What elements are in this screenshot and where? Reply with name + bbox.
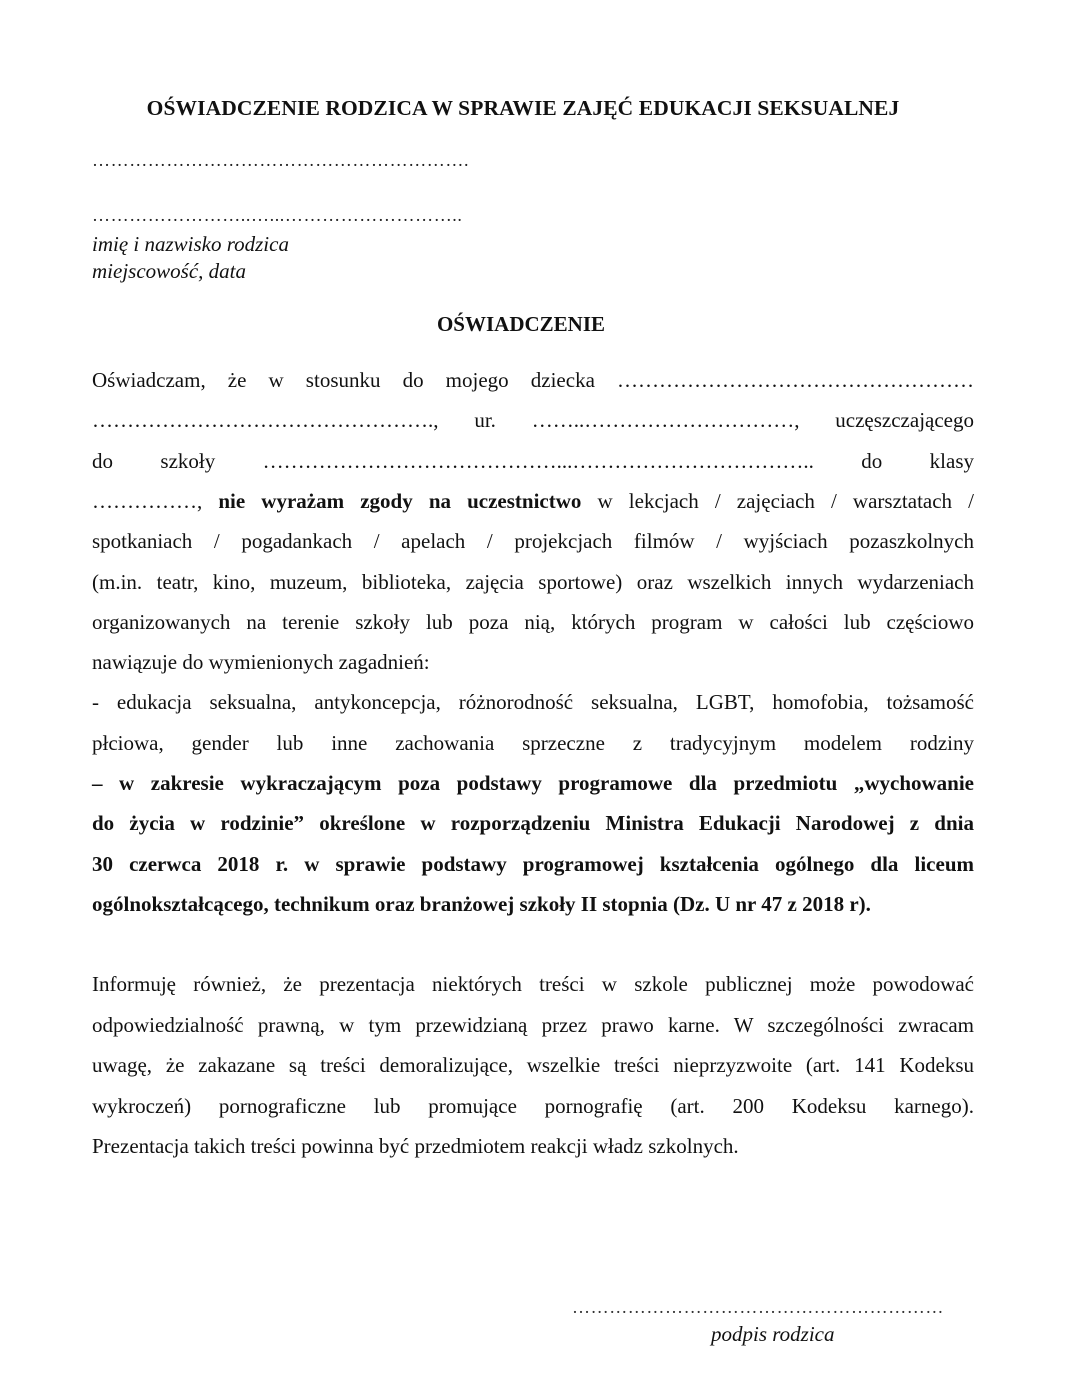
text: (m.in. teatr, kino, muzeum, biblioteka, zajęcia sportowe) oraz wszelkich innych wydarzeniach (92, 569, 974, 594)
paragraph-line (92, 610, 974, 634)
paragraph-line (92, 489, 974, 513)
declaration-heading: OŚWIADCZENIE (436, 312, 606, 336)
paragraph-line (92, 731, 974, 755)
text: uwagę, że zakazane są treści demoralizujące, wszelkie treści nieprzyzwoite (art. 141 Kodeksu (92, 1053, 974, 1077)
text: płciowa, gender lub inne zachowania sprzeczne z tradycyjnym modelem rodziny (92, 730, 974, 755)
place-date-field[interactable]: ……………………..…...……………………….. (92, 205, 463, 225)
paragraph-line (92, 650, 974, 674)
text: Prezentacja takich treści powinna być przedmiotem reakcji władz szkolnych. (92, 1134, 739, 1158)
text: organizowanych na terenie szkoły lub poza nią, których program w całości lub częściowo (92, 609, 974, 634)
text: …………………………………………., ur. ……..…………………………, uczęszczającego (92, 408, 974, 433)
parent-name-label: imię i nazwisko rodzica (92, 232, 289, 256)
text: do szkoły ……………………………………...…………………………….. do klasy (92, 448, 974, 473)
paragraph-line (92, 449, 974, 473)
paragraph-line (92, 570, 974, 594)
bold-text: ogólnokształcącego, technikum oraz branżowej szkoły II stopnia (Dz. U nr 47 z 2018 r). (92, 891, 871, 916)
paragraph-line (92, 529, 974, 553)
text: Informuję również, że prezentacja niektórych treści w szkole publicznej może powodować (92, 972, 974, 996)
text: odpowiedzialność prawną, w tym przewidzianą przez prawo karne. W szczególności zwracam (92, 1012, 974, 1037)
paragraph-line (92, 852, 974, 876)
bold-text: 30 czerwca 2018 r. w sprawie podstawy programowej kształcenia ogólnego dla liceum (92, 851, 974, 876)
text: - edukacja seksualna, antykoncepcja, różnorodność seksualna, LGBT, homofobia, tożsamość (92, 690, 974, 715)
bold-text: do życia w rodzinie” określone w rozporządzeniu Ministra Edukacji Narodowej z dnia (92, 811, 974, 836)
text: Oświadczam, że w stosunku do mojego dziecka …………………………………………… (92, 368, 974, 392)
text: w lekcjach / zajęciach / warsztatach / (581, 488, 974, 513)
paragraph-line (92, 972, 974, 996)
bold-text: nie wyrażam zgody na uczestnictwo (218, 488, 582, 513)
paragraph-line (92, 811, 974, 835)
paragraph-line (92, 892, 974, 916)
text: nawiązuje do wymienionych zagadnień: (92, 650, 430, 675)
paragraph-line (92, 1134, 974, 1158)
place-date-label: miejscowość, data (92, 259, 246, 283)
paragraph-line (92, 1053, 974, 1077)
paragraph-line (92, 1013, 974, 1037)
paragraph-line (92, 771, 974, 795)
text: ……………, (92, 488, 219, 513)
paragraph-line (92, 408, 974, 432)
bold-text: – w zakresie wykraczającym poza podstawy programowe dla przedmiotu „wychowanie (92, 771, 974, 795)
text: wykroczeń) pornograficzne lub promujące pornografię (art. 200 Kodeksu karnego). (92, 1093, 974, 1118)
document-title: OŚWIADCZENIE RODZICA W SPRAWIE ZAJĘĆ EDUKACJI SEKSUALNEJ (146, 96, 900, 120)
parent-name-field[interactable]: ……………………………………………………. (92, 150, 470, 170)
signature-field[interactable]: …………………………………………………… (572, 1297, 944, 1317)
text: spotkaniach / pogadankach / apelach / projekcjach filmów / wyjściach pozaszkolnych (92, 529, 974, 554)
paragraph-line (92, 1094, 974, 1118)
paragraph-line (92, 368, 974, 392)
signature-label: podpis rodzica (711, 1322, 835, 1346)
paragraph-line (92, 690, 974, 714)
